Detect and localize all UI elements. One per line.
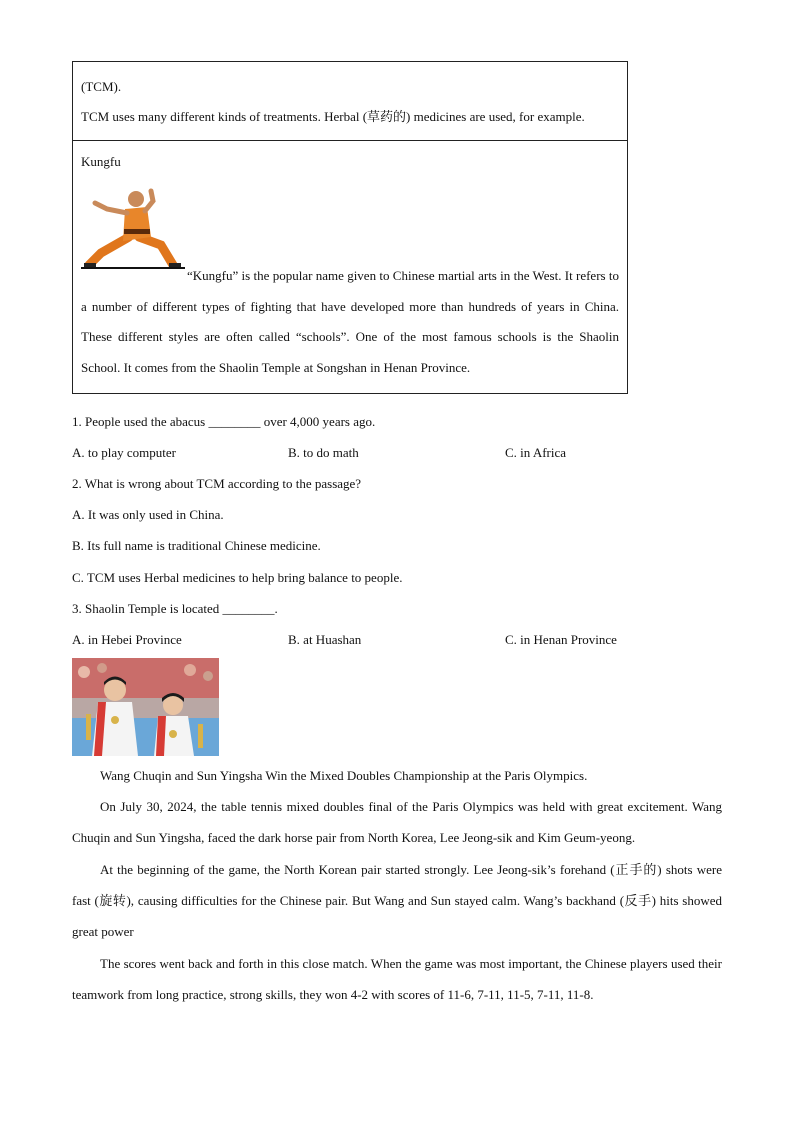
- tcm-cell: [73, 62, 627, 141]
- question-1-option-c: C. in Africa: [505, 445, 567, 460]
- article-paragraph-3: The scores went back and forth in this close match. When the game was most important, the Chinese players used their teamwork from long practice, strong skills, they won 4-2 with scores of 11-6, 7-11, 11-5, 7-11, 11-8.: [72, 956, 722, 1002]
- kungfu-title: Kungfu: [81, 154, 121, 169]
- article-headline: Wang Chuqin and Sun Yingsha Win the Mixed Doubles Championship at the Paris Olympics.: [100, 768, 588, 783]
- question-3: 3. Shaolin Temple is located ________.: [72, 601, 278, 616]
- reading-table: [72, 61, 628, 394]
- kungfu-paragraph-text: “Kungfu” is the popular name given to Chinese martial arts in the West. It refers to a number of different types of fighting that have developed more than hundreds of years in China. These different styles are often called “schools”. One of the most famous schools is the Shaolin School. It comes from the Shaolin Temple at Songshan in Henan Province.: [81, 268, 619, 375]
- kungfu-cell: [73, 141, 627, 393]
- question-2-option-b: B. Its full name is traditional Chinese medicine.: [72, 538, 321, 553]
- article-paragraph-2: At the beginning of the game, the North Korean pair started strongly. Lee Jeong-sik’s forehand (正手的) shots were fast (旋转), causing difficulties for the Chinese pair. But Wang and Sun stayed calm. Wang’s backhand (反手) hits showed great power: [72, 862, 722, 939]
- question-3-option-a: A. in Hebei Province: [72, 632, 182, 647]
- kungfu-monk-image: [81, 179, 185, 269]
- question-1-option-b: B. to do math: [288, 445, 359, 460]
- question-2: 2. What is wrong about TCM according to the passage?: [72, 476, 362, 491]
- tcm-line-1: (TCM).: [81, 79, 122, 94]
- question-3-option-c: C. in Henan Province: [505, 632, 617, 647]
- kungfu-body: [81, 179, 619, 383]
- table-tennis-champions-photo: [72, 658, 219, 756]
- question-2-option-a: A. It was only used in China.: [72, 507, 224, 522]
- question-3-option-b: B. at Huashan: [288, 632, 362, 647]
- question-2-option-c: C. TCM uses Herbal medicines to help bring balance to people.: [72, 570, 403, 585]
- tcm-line-2: TCM uses many different kinds of treatments. Herbal (草药的) medicines are used, for example.: [81, 109, 585, 124]
- article-paragraph-1: On July 30, 2024, the table tennis mixed doubles final of the Paris Olympics was held with great excitement. Wang Chuqin and Sun Yingsha, faced the dark horse pair from North Korea, Lee Jeong-sik and Kim Geum-yeong.: [72, 799, 722, 845]
- question-1: 1. People used the abacus ________ over 4,000 years ago.: [72, 414, 376, 429]
- question-1-option-a: A. to play computer: [72, 445, 176, 460]
